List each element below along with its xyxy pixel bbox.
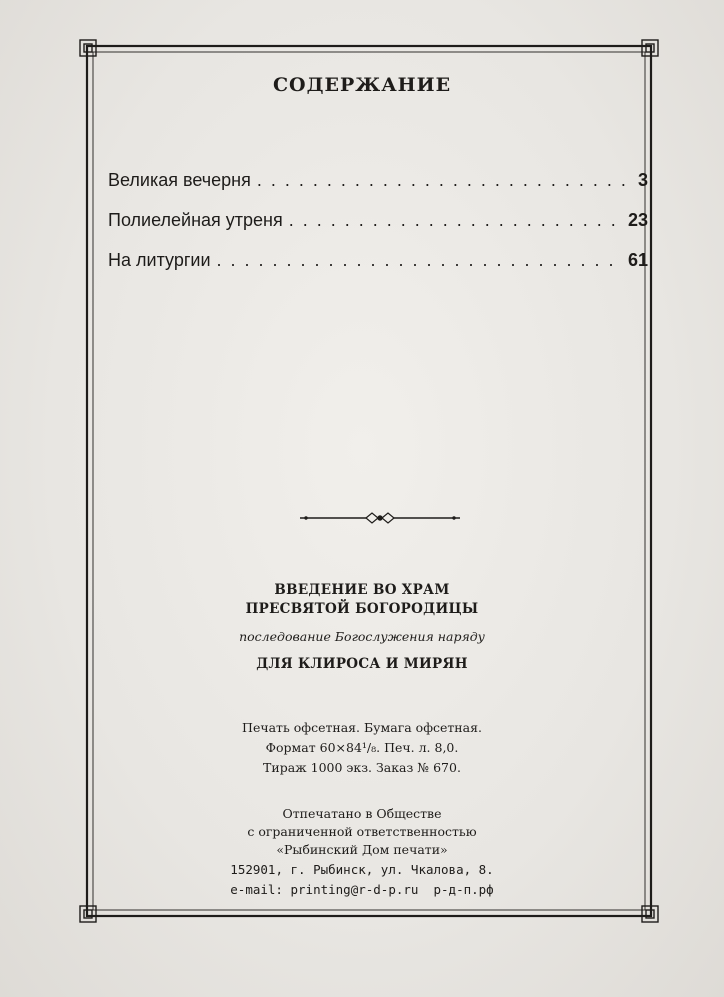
page-title: СОДЕРЖАНИЕ bbox=[272, 74, 452, 96]
toc-leader-dots bbox=[289, 210, 622, 231]
toc-leader-dots bbox=[257, 170, 632, 191]
imprint-line3: Тираж 1000 экз. Заказ № 670. bbox=[263, 760, 461, 775]
printer-line1: Отпечатано в Обществе bbox=[282, 806, 442, 821]
toc-item bbox=[108, 250, 648, 271]
toc-item-label: Полиелейная утреня bbox=[108, 210, 283, 230]
printer-address: 152901, г. Рыбинск, ул. Чкалова, 8. bbox=[230, 862, 494, 877]
toc-item-label: На литургии bbox=[108, 250, 211, 270]
toc-item-page: 23 bbox=[627, 210, 648, 230]
book-title-line2: ПРЕСВЯТОЙ БОГОРОДИЦЫ bbox=[245, 601, 479, 617]
toc-item-page: 3 bbox=[637, 170, 648, 190]
book-audience: ДЛЯ КЛИРОСА И МИРЯН bbox=[256, 656, 468, 672]
imprint-line1: Печать офсетная. Бумага офсетная. bbox=[242, 720, 482, 735]
toc-item bbox=[108, 170, 648, 191]
printer-site: р-д-п.рф bbox=[433, 882, 494, 897]
toc-item bbox=[108, 210, 648, 231]
printer-line2: с ограниченной ответственностью bbox=[247, 824, 477, 839]
book-title-line1: ВВЕДЕНИЕ ВО ХРАМ bbox=[274, 582, 450, 598]
book-subtitle: последование Богослужения наряду bbox=[239, 629, 485, 644]
imprint-line2: Формат 60×84¹/₈. Печ. л. 8,0. bbox=[265, 740, 459, 755]
printer-email: e-mail: printing@r-d-p.ru bbox=[230, 882, 419, 897]
printer-contacts bbox=[0, 882, 724, 897]
toc-item-label: Великая вечерня bbox=[108, 170, 251, 190]
toc-item-page: 61 bbox=[627, 250, 648, 270]
printer-line3: «Рыбинский Дом печати» bbox=[276, 842, 448, 857]
toc-leader-dots bbox=[217, 250, 622, 271]
